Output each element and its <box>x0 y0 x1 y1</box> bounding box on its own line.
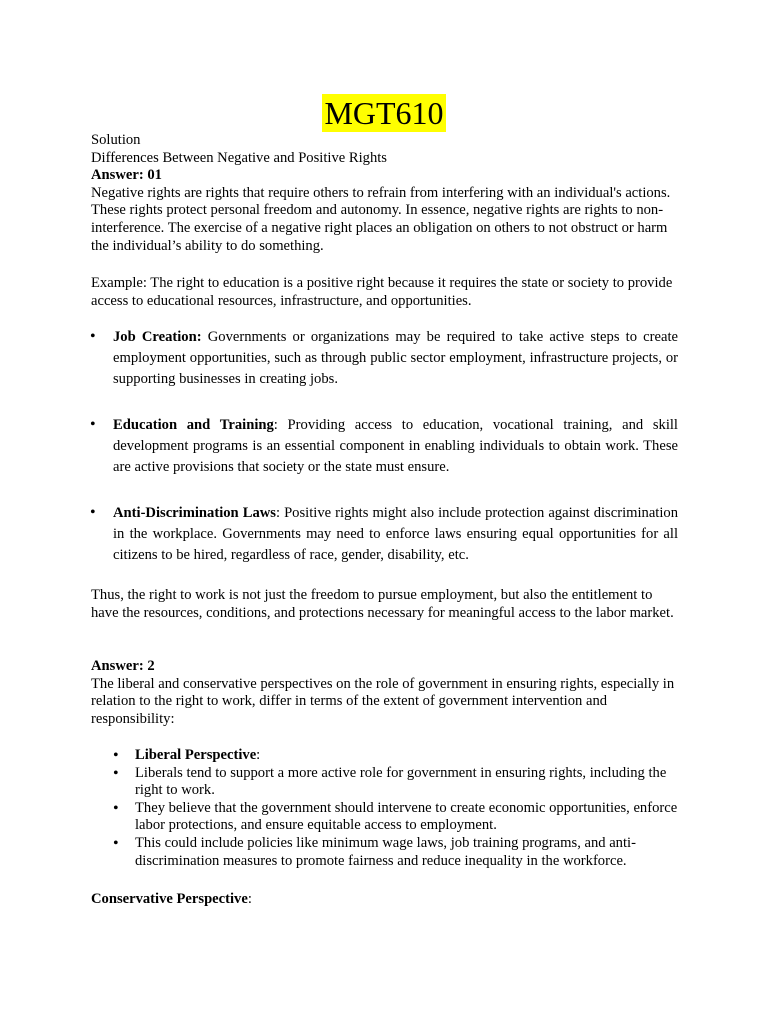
answer-2-section <box>91 658 678 728</box>
bullet-icon: • <box>113 834 119 852</box>
bullet-text: : Positive rights might also include protection against discrimination in the workplace. Governments may need to enforce laws ensuring equal opportunities for all citizens to be hired, regardless of race, gender, disability, etc. <box>113 505 679 563</box>
example-paragraph: Example: The right to education is a positive right because it requires the state or society to provide access to educational resources, infrastructure, and opportunities. <box>91 275 673 309</box>
negative-rights-paragraph: Negative rights are rights that require others to refrain from interfering with an individual's actions. These rights protect personal freedom and autonomy. In essence, negative rights are rights to non-interference. The exercise of a negative right places an obligation on others to not obstruct or harm the individual’s ability to do something. <box>91 184 671 254</box>
section-subtitle: Differences Between Negative and Positive Rights <box>91 149 387 166</box>
list-item <box>91 415 678 477</box>
bullet-icon: • <box>113 799 119 817</box>
bullet-icon: • <box>113 747 119 764</box>
list-item <box>113 747 683 765</box>
example-section <box>91 275 678 310</box>
bullet-icon: • <box>90 504 96 521</box>
conservative-section <box>91 891 678 909</box>
colon: : <box>256 747 261 763</box>
thus-paragraph: Thus, the right to work is not just the freedom to pursue employment, but also the entitlement to have the resources, conditions, and protections necessary for meaningful access to the labor market. <box>91 587 674 621</box>
bullet-job-creation <box>91 327 678 389</box>
bullet-text: Governments or organizations may be required to take active steps to create employment opportunities, such as through public sector employment, infrastructure projects, or supporting businesses in creating jobs. <box>113 329 678 387</box>
bullet-education-training <box>91 415 678 477</box>
answer-2-label: Answer: 2 <box>91 658 155 674</box>
bullet-term: Job Creation: <box>113 329 202 345</box>
answer-1-label: Answer: 01 <box>91 167 162 184</box>
list-item-text: Liberals tend to support a more active role for government in ensuring rights, including the right to work. <box>135 764 681 799</box>
liberal-perspective-term: Liberal Perspective <box>135 747 257 763</box>
solution-label: Solution <box>91 132 141 148</box>
bullet-icon: • <box>90 328 96 345</box>
list-item-text: They believe that the government should intervene to create economic opportunities, enforce labor protections, and ensure equitable access to employment. <box>135 799 678 834</box>
bullet-icon: • <box>113 764 119 782</box>
intro-section <box>91 132 678 255</box>
bullet-term: Anti-Discrimination Laws <box>113 505 276 521</box>
thus-section <box>91 587 678 622</box>
bullet-anti-discrimination <box>91 503 678 565</box>
bullet-icon: • <box>90 416 96 433</box>
conservative-perspective-term: Conservative Perspective <box>91 891 248 907</box>
list-item <box>91 503 678 565</box>
document-title: MGT610 <box>324 95 444 131</box>
list-item <box>113 765 683 800</box>
list-item <box>113 800 683 835</box>
bullet-text: : Providing access to education, vocational training, and skill development programs is an essential component in enabling individuals to obtain work. These are active provisions that society or the state must ensure. <box>113 417 678 475</box>
list-item-text: This could include policies like minimum wage laws, job training programs, and anti-discrimination measures to promote fairness and reduce inequality in the workforce. <box>135 834 636 869</box>
answer-2-paragraph: The liberal and conservative perspectives on the role of government in ensuring rights, especially in relation to the right to work, differ in terms of the extent of government intervention and responsibility: <box>91 675 675 727</box>
list-item <box>113 835 683 870</box>
liberal-list <box>113 747 683 870</box>
colon: : <box>247 891 252 907</box>
bullet-term: Education and Training <box>113 417 274 433</box>
title-wrap <box>0 94 768 132</box>
list-item <box>91 327 678 389</box>
